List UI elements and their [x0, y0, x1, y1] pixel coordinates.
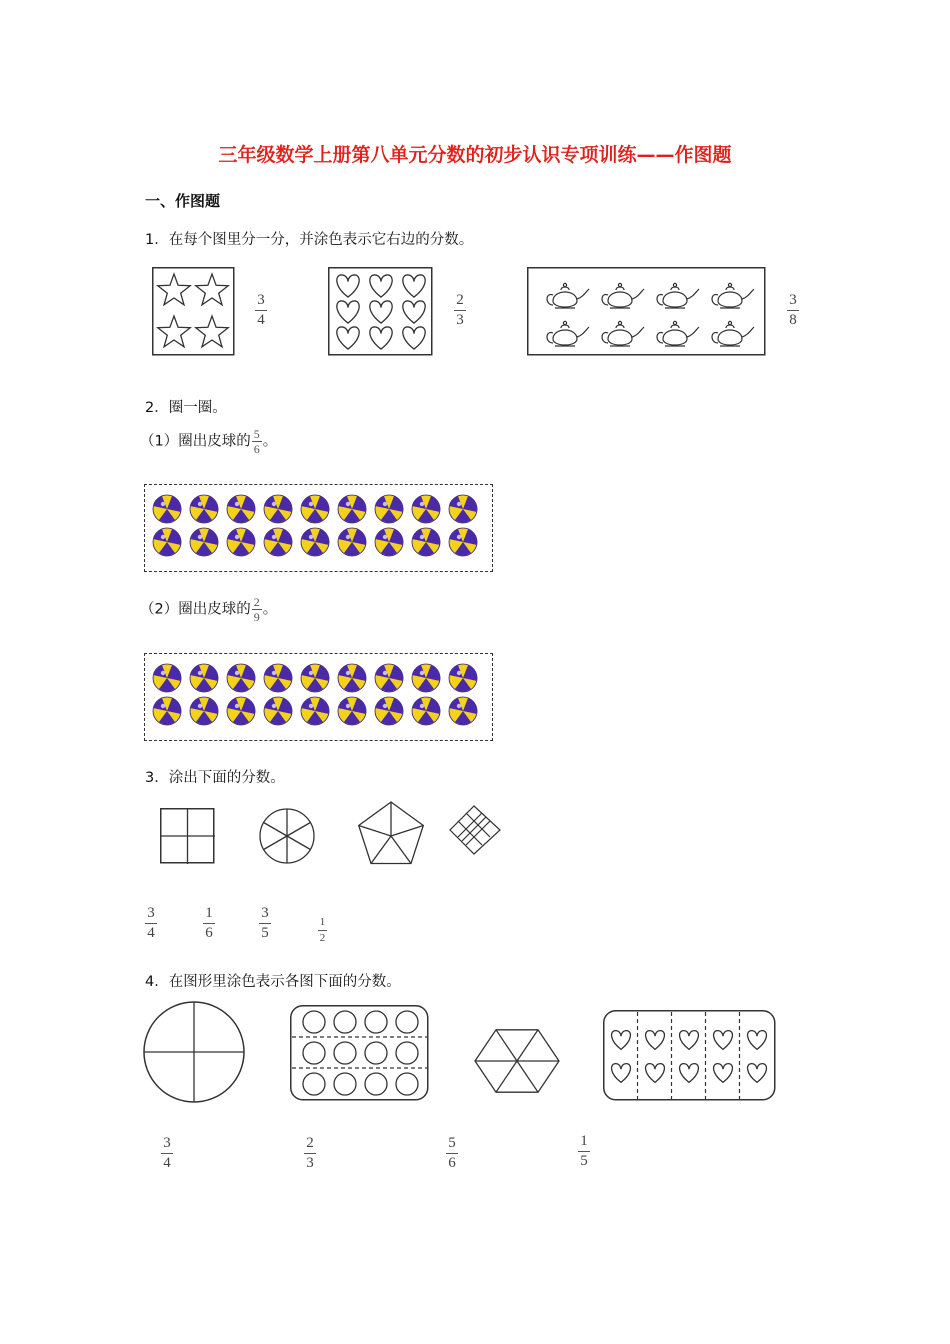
beach-ball-icon[interactable] — [153, 495, 181, 523]
teapot-icon[interactable] — [547, 283, 589, 308]
q3-fraction-4: 1 2 — [319, 916, 326, 944]
q3-diamond-figure[interactable] — [448, 804, 504, 856]
beach-ball-icon[interactable] — [264, 697, 292, 725]
heart-icon[interactable] — [403, 327, 425, 349]
page-title: 三年级数学上册第八单元分数的初步认识专项训练——作图题 — [218, 144, 732, 166]
heart-icon[interactable] — [680, 1064, 699, 1083]
beach-ball-icon[interactable] — [375, 697, 403, 725]
q1-fraction-2: 2 3 — [454, 293, 466, 328]
question-1-text: 1．在每个图里分一分，并涂色表示它右边的分数。 — [145, 232, 474, 248]
q4-circles-rect-figure[interactable] — [290, 1005, 430, 1102]
q4-fraction-2: 2 3 — [304, 1136, 316, 1171]
beach-ball-icon[interactable] — [449, 664, 477, 692]
q2-part-1-text: （1）圈出皮球的 $\frac{5}{6}$ 。 — [140, 427, 278, 456]
beach-ball-icon[interactable] — [264, 495, 292, 523]
beach-ball-icon[interactable] — [301, 528, 329, 556]
heart-icon[interactable] — [748, 1064, 767, 1083]
heart-icon[interactable] — [714, 1064, 733, 1083]
beach-ball-icon[interactable] — [375, 664, 403, 692]
small-circle-icon[interactable] — [396, 1011, 418, 1033]
heart-icon[interactable] — [337, 327, 359, 349]
q2-part-1-fraction: $\frac{5}{6}$ — [253, 427, 260, 456]
q1-fraction-1: 3 4 — [255, 293, 267, 328]
beach-ball-icon[interactable] — [338, 664, 366, 692]
beach-ball-icon[interactable] — [301, 664, 329, 692]
beach-ball-icon[interactable] — [412, 495, 440, 523]
beach-ball-icon[interactable] — [227, 664, 255, 692]
teapot-icon[interactable] — [712, 321, 754, 346]
beach-ball-icon[interactable] — [227, 697, 255, 725]
beach-ball-icon[interactable] — [338, 697, 366, 725]
q2-balls-box-1[interactable] — [144, 484, 493, 572]
section-heading: 一、作图题 — [145, 192, 221, 210]
q3-pentagon-figure[interactable] — [355, 800, 427, 868]
teapot-icon[interactable] — [657, 321, 699, 346]
q1-hearts-figure[interactable] — [328, 267, 434, 357]
small-circle-icon[interactable] — [396, 1042, 418, 1064]
q4-fraction-1: 3 4 — [161, 1136, 173, 1171]
beach-ball-icon[interactable] — [153, 697, 181, 725]
beach-ball-icon[interactable] — [227, 528, 255, 556]
q3-fraction-1: 3 4 — [145, 906, 157, 941]
beach-ball-icon[interactable] — [190, 664, 218, 692]
question-2-text: 2．圈一圈。 — [145, 400, 227, 416]
beach-ball-icon[interactable] — [338, 528, 366, 556]
small-circle-icon[interactable] — [334, 1011, 356, 1033]
q4-fraction-4: 1 5 — [578, 1134, 590, 1169]
beach-ball-icon[interactable] — [190, 495, 218, 523]
q3-circle-figure[interactable] — [258, 807, 316, 865]
star-icon[interactable] — [158, 274, 190, 305]
q1-fraction-3: 3 8 — [787, 293, 799, 328]
beach-ball-icon[interactable] — [301, 495, 329, 523]
beach-ball-icon[interactable] — [190, 528, 218, 556]
q1-teapots-figure[interactable] — [527, 267, 767, 357]
heart-icon[interactable] — [370, 275, 392, 297]
heart-icon[interactable] — [370, 327, 392, 349]
small-circle-icon[interactable] — [303, 1073, 325, 1095]
question-3-text: 3．涂出下面的分数。 — [145, 770, 285, 786]
beach-ball-icon[interactable] — [227, 495, 255, 523]
beach-ball-icon[interactable] — [375, 495, 403, 523]
heart-icon[interactable] — [714, 1031, 733, 1050]
heart-icon[interactable] — [370, 301, 392, 323]
beach-ball-icon[interactable] — [412, 528, 440, 556]
q2-part-2-fraction: $\frac{2}{9}$ — [253, 595, 260, 624]
beach-ball-icon[interactable] — [153, 528, 181, 556]
heart-icon[interactable] — [612, 1064, 631, 1083]
small-circle-icon[interactable] — [334, 1073, 356, 1095]
star-icon[interactable] — [196, 274, 228, 305]
beach-ball-icon[interactable] — [412, 664, 440, 692]
small-circle-icon[interactable] — [365, 1011, 387, 1033]
q4-hearts-rect-figure[interactable] — [603, 1010, 777, 1102]
q3-square-figure[interactable] — [160, 808, 216, 865]
beach-ball-icon[interactable] — [264, 664, 292, 692]
q3-fraction-3: 3 5 — [259, 906, 271, 941]
teapot-icon[interactable] — [602, 321, 644, 346]
q4-fraction-3: 5 6 — [446, 1136, 458, 1171]
beach-ball-icon[interactable] — [190, 697, 218, 725]
small-circle-icon[interactable] — [303, 1042, 325, 1064]
q2-part-2-text: （2）圈出皮球的 $\frac{2}{9}$ 。 — [140, 595, 278, 624]
heart-icon[interactable] — [748, 1031, 767, 1050]
teapot-icon[interactable] — [657, 283, 699, 308]
q2-balls-box-2[interactable] — [144, 653, 493, 741]
small-circle-icon[interactable] — [303, 1011, 325, 1033]
q4-hexagon-figure[interactable] — [473, 1023, 561, 1099]
question-4-text: 4．在图形里涂色表示各图下面的分数。 — [145, 974, 401, 990]
star-icon[interactable] — [158, 316, 190, 347]
teapot-icon[interactable] — [602, 283, 644, 308]
beach-ball-icon[interactable] — [338, 495, 366, 523]
beach-ball-icon[interactable] — [264, 528, 292, 556]
heart-icon[interactable] — [680, 1031, 699, 1050]
q3-fraction-2: 1 6 — [203, 906, 215, 941]
beach-ball-icon[interactable] — [153, 664, 181, 692]
small-circle-icon[interactable] — [365, 1073, 387, 1095]
small-circle-icon[interactable] — [334, 1042, 356, 1064]
small-circle-icon[interactable] — [365, 1042, 387, 1064]
beach-ball-icon[interactable] — [412, 697, 440, 725]
heart-icon[interactable] — [646, 1064, 665, 1083]
teapot-icon[interactable] — [547, 321, 589, 346]
q4-circle-figure[interactable] — [142, 1001, 246, 1103]
heart-icon[interactable] — [612, 1031, 631, 1050]
heart-icon[interactable] — [403, 275, 425, 297]
heart-icon[interactable] — [337, 275, 359, 297]
beach-ball-icon[interactable] — [449, 495, 477, 523]
beach-ball-icon[interactable] — [375, 528, 403, 556]
beach-ball-icon[interactable] — [449, 528, 477, 556]
heart-icon[interactable] — [403, 301, 425, 323]
beach-ball-icon[interactable] — [301, 697, 329, 725]
beach-ball-icon[interactable] — [449, 697, 477, 725]
star-icon[interactable] — [196, 316, 228, 347]
teapot-icon[interactable] — [712, 283, 754, 308]
q1-stars-figure[interactable] — [152, 267, 236, 357]
small-circle-icon[interactable] — [396, 1073, 418, 1095]
heart-icon[interactable] — [337, 301, 359, 323]
heart-icon[interactable] — [646, 1031, 665, 1050]
